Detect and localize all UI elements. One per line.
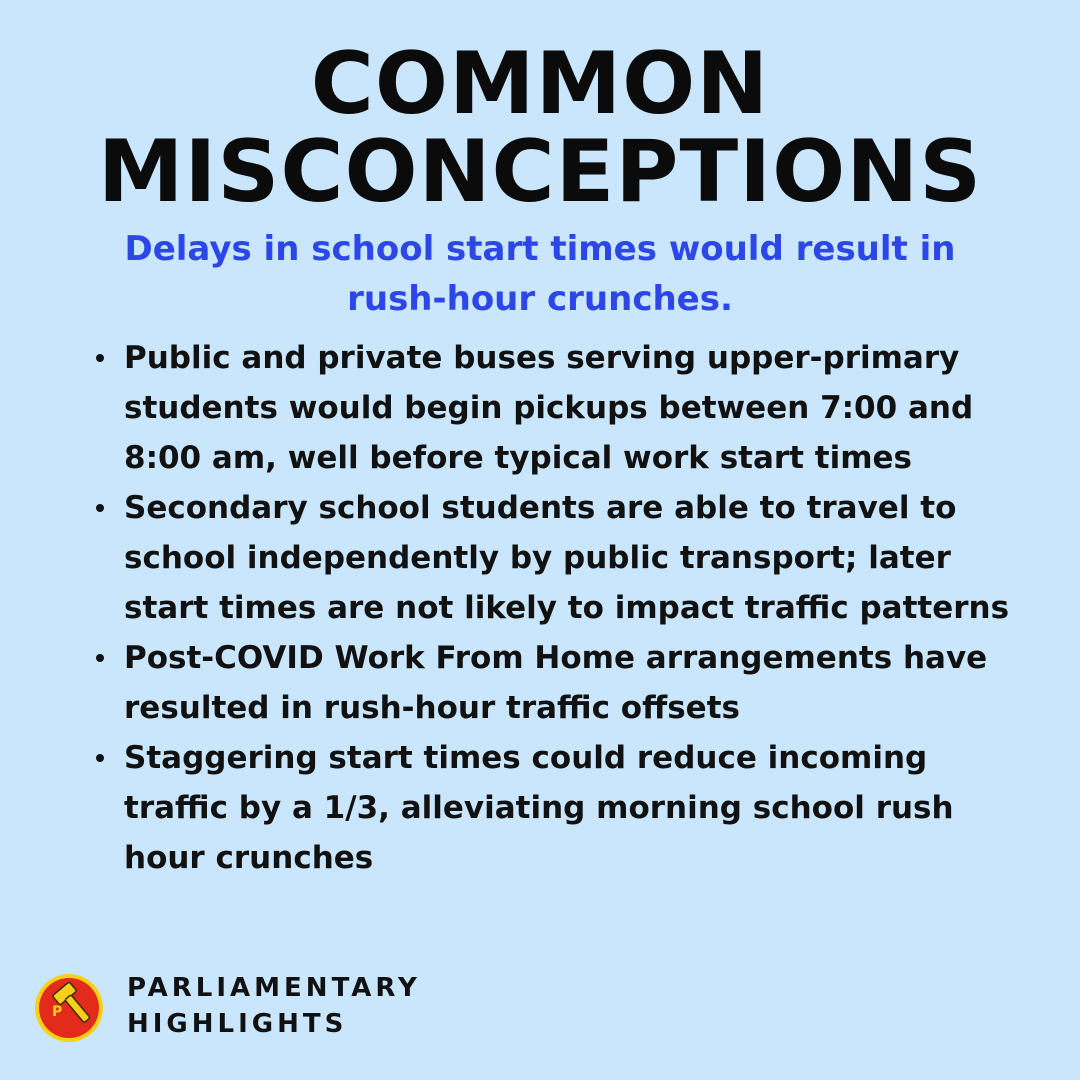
bullet-text-before: Staggering start times could reduce incoming traffic by a xyxy=(124,740,928,826)
bullet-item xyxy=(82,333,1022,483)
bullet-text: Secondary school students are able to travel to school independently by public transport; later start times are not likely to impact traffic patterns xyxy=(124,490,1010,626)
hammer-logo-icon xyxy=(33,972,105,1044)
bullet-item xyxy=(82,483,1022,633)
bullet-text: Public and private buses serving upper-primary students would begin pickups between 7:00 and 8:00 am, well before typical work start times xyxy=(124,340,974,476)
bullet-dot-icon xyxy=(96,754,104,762)
bullet-text: Post-COVID Work From Home arrangements have resulted in rush-hour traffic offsets xyxy=(124,640,988,726)
footer-brand xyxy=(127,970,421,1042)
bullet-dot-icon xyxy=(96,354,104,362)
bullet-item xyxy=(82,633,1022,733)
bullet-list xyxy=(82,333,1022,883)
title-line-1: COMMON xyxy=(310,34,770,134)
bullet-highlight-fraction: 1/3 xyxy=(323,790,379,826)
bullet-text-after: , alleviating morning school rush hour crunches xyxy=(124,790,954,876)
svg-text:P: P xyxy=(52,1004,63,1020)
bullet-item xyxy=(82,733,1022,883)
footer-line-2: HIGHLIGHTS xyxy=(127,1009,348,1039)
bullet-dot-icon xyxy=(96,504,104,512)
misconception-subtitle: Delays in school start times would result in rush-hour crunches. xyxy=(124,229,956,319)
bullet-dot-icon xyxy=(96,654,104,662)
footer-line-1: PARLIAMENTARY xyxy=(127,973,421,1003)
title-line-2: MISCONCEPTIONS xyxy=(97,122,983,222)
